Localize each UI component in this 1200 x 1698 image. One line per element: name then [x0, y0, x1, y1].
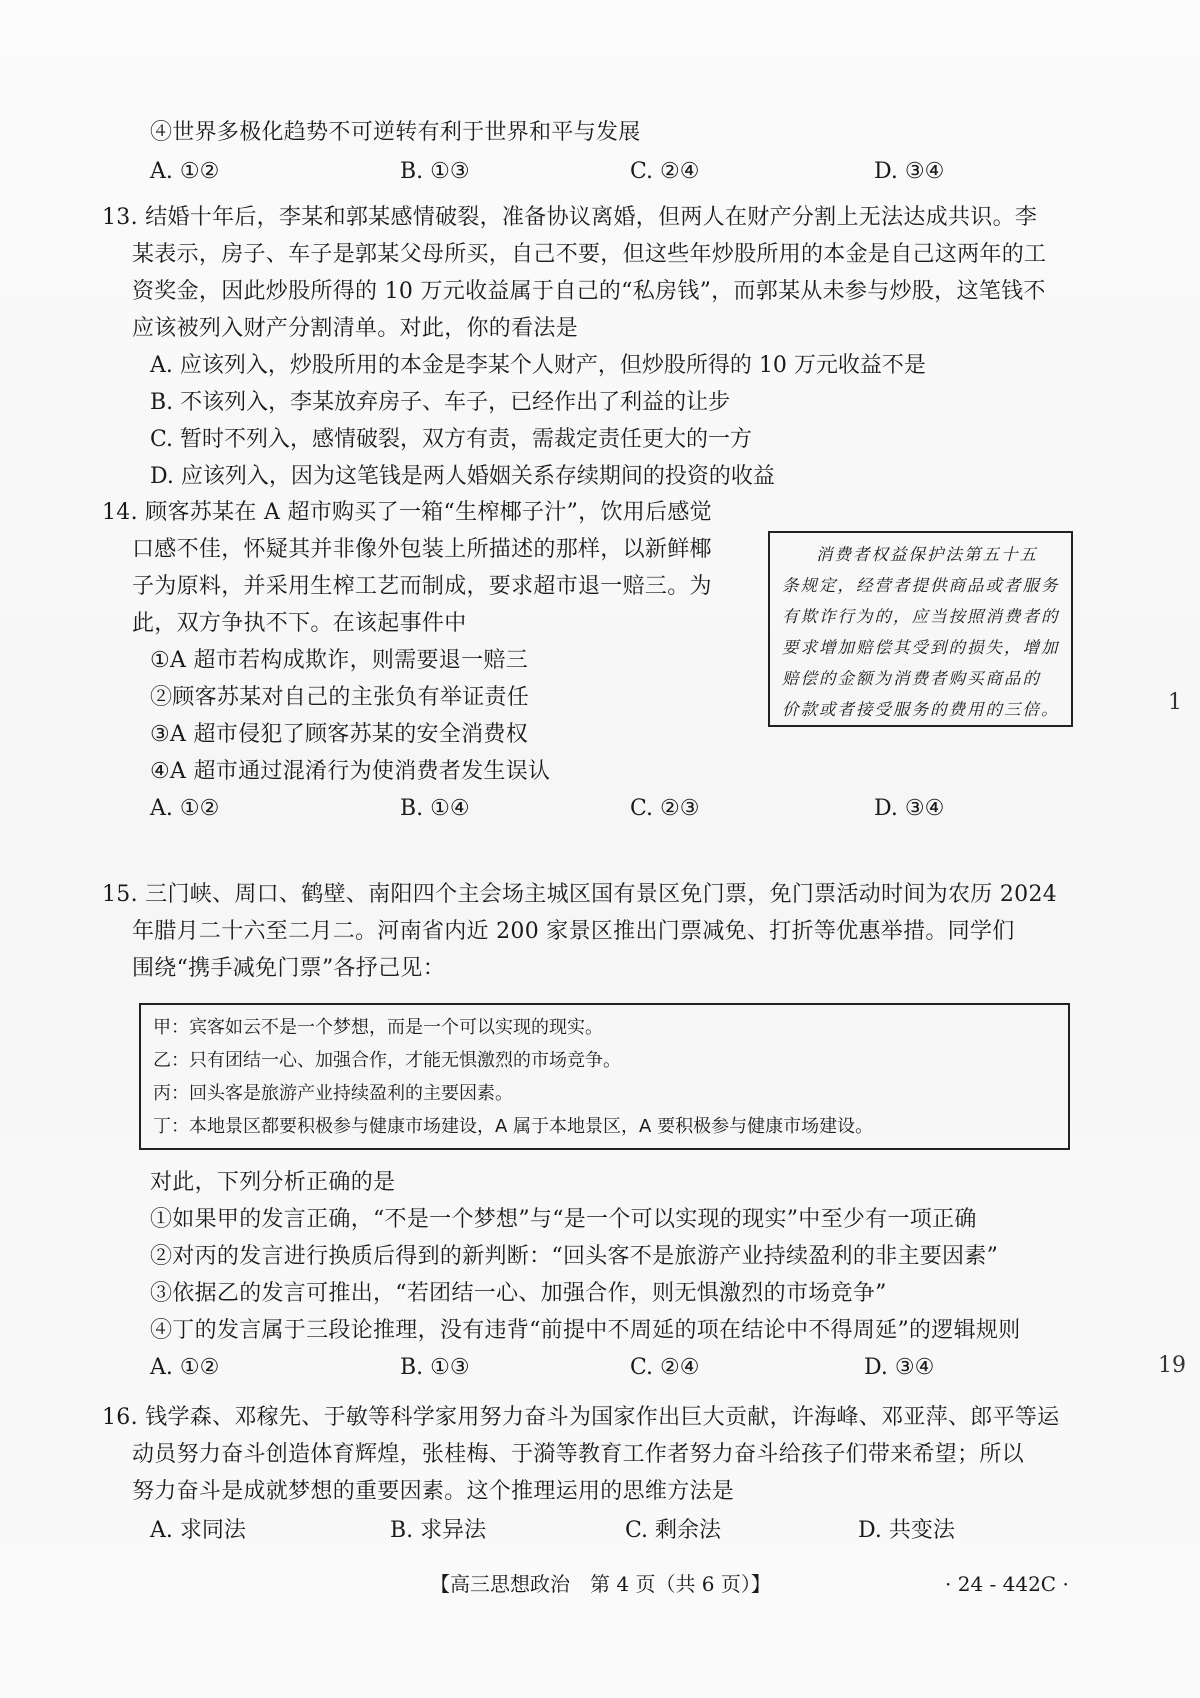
- q14-item-3: ③A 超市侵犯了顾客苏某的安全消费权: [150, 722, 529, 747]
- q16-option-b: B. 求异法: [390, 1518, 487, 1543]
- view-yi: 乙：只有团结一心、加强合作，才能无惧激烈的市场竞争。: [153, 1050, 621, 1071]
- q16-option-a: A. 求同法: [150, 1518, 246, 1543]
- law-line: 消费者权益保护法第五十五: [816, 545, 1038, 564]
- q14-stem-line-1: 14. 顾客苏某在 A 超市购买了一箱“生榨椰子汁”，饮用后感觉: [102, 500, 712, 525]
- q13-stem-line-3: 资奖金，因此炒股所得的 10 万元收益属于自己的“私房钱”，而郭某从未参与炒股，这笔钱不: [132, 279, 1046, 304]
- q16-stem-line-1: 16. 钱学森、邓稼先、于敏等科学家用努力奋斗为国家作出巨大贡献，许海峰、邓亚萍、郎平等运: [102, 1405, 1060, 1430]
- q15-option-d: D. ③④: [864, 1355, 935, 1380]
- q14-option-d: D. ③④: [874, 796, 945, 821]
- law-line: 有欺诈行为的，应当按照消费者的: [782, 607, 1060, 626]
- q15-item-1: ①如果甲的发言正确，“不是一个梦想”与“是一个可以实现的现实”中至少有一项正确: [150, 1207, 977, 1232]
- q15-option-a: A. ①②: [150, 1355, 220, 1380]
- page-footer: 【高三思想政治 第 4 页（共 6 页）】: [430, 1572, 771, 1596]
- law-line: 条规定，经营者提供商品或者服务: [782, 576, 1060, 595]
- q13-option-a: A. 应该列入，炒股所用的本金是李某个人财产，但炒股所得的 10 万元收益不是: [150, 353, 926, 378]
- q15-option-b: B. ①③: [400, 1355, 470, 1380]
- q13-stem-line-1: 13. 结婚十年后，李某和郭某感情破裂，准备协议离婚，但两人在财产分割上无法达成共识。李: [102, 205, 1038, 230]
- q16-option-c: C. 剩余法: [625, 1518, 722, 1543]
- view-ding: 丁：本地景区都要积极参与健康市场建设，A 属于本地景区，A 要积极参与健康市场建设。: [153, 1116, 874, 1137]
- q15-item-3: ③依据乙的发言可推出，“若团结一心、加强合作，则无惧激烈的市场竞争”: [150, 1281, 887, 1306]
- q13-option-b: B. 不该列入，李某放弃房子、车子，已经作出了利益的让步: [150, 390, 731, 415]
- q16-option-d: D. 共变法: [858, 1518, 955, 1543]
- law-line: 价款或者接受服务的费用的三倍。: [782, 700, 1060, 719]
- law-line: 赔偿的金额为消费者购买商品的: [782, 669, 1041, 688]
- q15-stem-line-2: 年腊月二十六至二月二。河南省内近 200 家景区推出门票减免、打折等优惠举措。同学们: [132, 919, 1015, 944]
- margin-mark: 19: [1158, 1353, 1186, 1378]
- paper-code: · 24 - 442C ·: [945, 1572, 1069, 1596]
- student-views-box: [139, 1003, 1070, 1150]
- q15-item-2: ②对丙的发言进行换质后得到的新判断：“回头客不是旅游产业持续盈利的非主要因素”: [150, 1244, 999, 1269]
- view-jia: 甲：宾客如云不是一个梦想，而是一个可以实现的现实。: [153, 1017, 603, 1038]
- q14-item-1: ①A 超市若构成欺诈，则需要退一赔三: [150, 648, 529, 673]
- q13-stem-line-2: 某表示，房子、车子是郭某父母所买，自己不要，但这些年炒股所用的本金是自己这两年的工: [132, 242, 1047, 267]
- q15-stem-line-1: 15. 三门峡、周口、鹤壁、南阳四个主会场主城区国有景区免门票，免门票活动时间为农历 2024: [102, 882, 1058, 907]
- q13-option-d: D. 应该列入，因为这笔钱是两人婚姻关系存续期间的投资的收益: [150, 464, 775, 489]
- q13-option-c: C. 暂时不列入，感情破裂，双方有责，需裁定责任更大的一方: [150, 427, 753, 452]
- q15-item-4: ④丁的发言属于三段论推理，没有违背“前提中不周延的项在结论中不得周延”的逻辑规则: [150, 1318, 1021, 1343]
- q15-stem-line-3: 围绕“携手减免门票”各抒己见：: [132, 956, 445, 981]
- prev-item-4: ④世界多极化趋势不可逆转有利于世界和平与发展: [150, 120, 641, 145]
- prev-option-c: C. ②④: [630, 159, 700, 184]
- q13-stem-line-4: 应该被列入财产分割清单。对此，你的看法是: [132, 316, 579, 341]
- q14-item-2: ②顾客苏某对自己的主张负有举证责任: [150, 685, 530, 710]
- law-excerpt-box: [768, 531, 1073, 727]
- q14-stem-line-4: 此，双方争执不下。在该起事件中: [132, 611, 467, 636]
- q15-option-c: C. ②④: [630, 1355, 700, 1380]
- prev-option-d: D. ③④: [874, 159, 945, 184]
- law-line: 要求增加赔偿其受到的损失，增加: [782, 638, 1060, 657]
- margin-mark: 1: [1168, 690, 1182, 715]
- q14-option-b: B. ①④: [400, 796, 470, 821]
- q14-stem-line-3: 子为原料，并采用生榨工艺而制成，要求超市退一赔三。为: [132, 574, 712, 599]
- q14-item-4: ④A 超市通过混淆行为使消费者发生误认: [150, 759, 551, 784]
- q16-stem-line-3: 努力奋斗是成就梦想的重要因素。这个推理运用的思维方法是: [132, 1479, 735, 1504]
- prev-option-b: B. ①③: [400, 159, 470, 184]
- view-bing: 丙：回头客是旅游产业持续盈利的主要因素。: [153, 1083, 513, 1104]
- q14-option-c: C. ②③: [630, 796, 700, 821]
- prev-option-a: A. ①②: [150, 159, 220, 184]
- q14-option-a: A. ①②: [150, 796, 220, 821]
- q16-stem-line-2: 动员努力奋斗创造体育辉煌，张桂梅、于漪等教育工作者努力奋斗给孩子们带来希望；所以: [132, 1442, 1025, 1467]
- q14-stem-line-2: 口感不佳，怀疑其并非像外包装上所描述的那样，以新鲜椰: [132, 537, 712, 562]
- q15-prompt: 对此，下列分析正确的是: [150, 1170, 396, 1195]
